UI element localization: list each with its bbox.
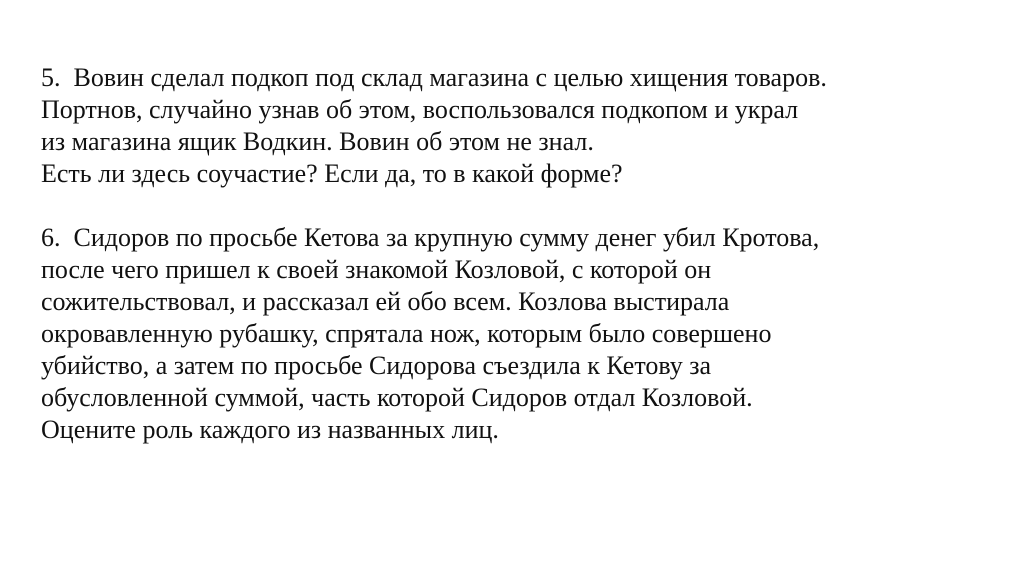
task-5-question: Есть ли здесь соучастие? Если да, то в какой форме? [41, 159, 623, 188]
task-6-line: обусловленной суммой, часть которой Сидоров отдал Козловой. [41, 383, 753, 412]
task-6-question: Оцените роль каждого из названных лиц. [41, 415, 499, 444]
task-6-line: окровавленную рубашку, спрятала нож, которым было совершено [41, 319, 772, 348]
task-5-line: из магазина ящик Водкин. Вовин об этом не знал. [41, 127, 594, 156]
task-5 [41, 62, 1001, 190]
slide-text [41, 62, 1001, 446]
task-5-line: Портнов, случайно узнав об этом, воспользовался подкопом и украл [41, 95, 799, 124]
paragraph-gap [41, 190, 1001, 222]
task-6 [41, 222, 1001, 446]
task-6-line: после чего пришел к своей знакомой Козловой, с которой он [41, 255, 712, 284]
task-5-line: 5. Вовин сделал подкоп под склад магазина с целью хищения товаров. [41, 63, 827, 92]
task-6-line: убийство, а затем по просьбе Сидорова съездила к Кетову за [41, 351, 712, 380]
task-6-line: сожительствовал, и рассказал ей обо всем. Козлова выстирала [41, 287, 730, 316]
task-6-line: 6. Сидоров по просьбе Кетова за крупную сумму денег убил Кротова, [41, 223, 820, 252]
